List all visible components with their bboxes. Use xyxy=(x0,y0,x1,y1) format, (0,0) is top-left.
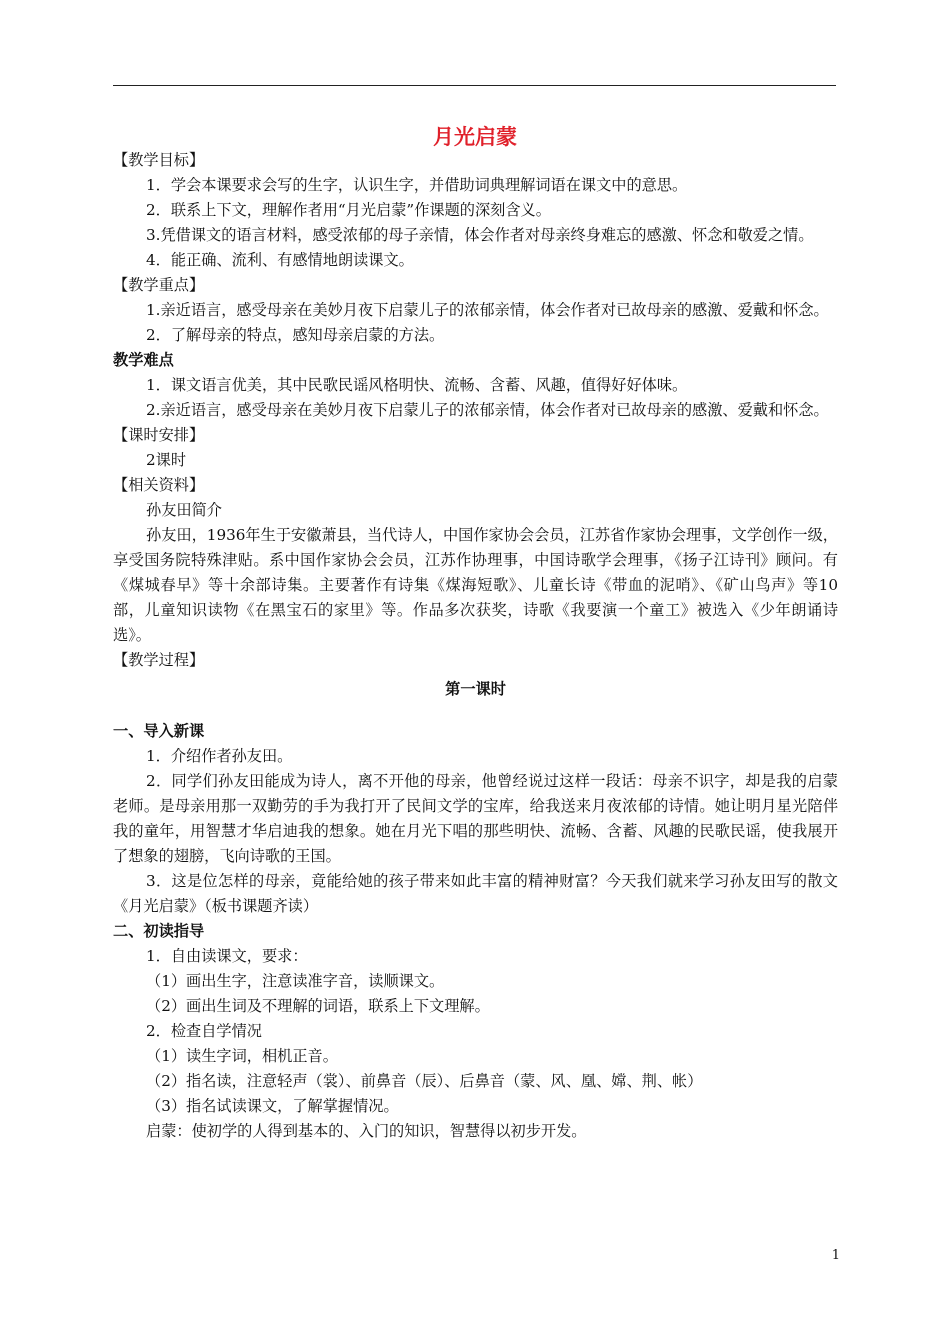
paragraph: （2）画出生词及不理解的词语，联系上下文理解。 xyxy=(146,997,490,1015)
paragraph: 2课时 xyxy=(146,451,187,469)
paragraph: 孙友田，1936年生于安徽萧县，当代诗人，中国作家协会会员，江苏省作家协会理事，文学创作一级，享受国务院特殊津贴。系中国作家协会会员，江苏作协理事，中国诗歌学会理事，《扬子江诗刊》顾问。有《煤城春早》等十余部诗集。主要著作有诗集《煤海短歌》、儿童长诗《带血的泥哨》、《矿山鸟声》等10部，儿童知识读物《在黑宝石的家里》等。作品多次获奖，诗歌《我要演一个童工》被选入《少年朗诵诗选》。 xyxy=(113,526,838,644)
paragraph: 3．这是位怎样的母亲，竟能给她的孩子带来如此丰富的精神财富？今天我们就来学习孙友田写的散文《月光启蒙》（板书课题齐读） xyxy=(113,872,838,915)
paragraph: 1．介绍作者孙友田。 xyxy=(146,747,293,765)
section-heading: 【教学目标】 xyxy=(113,151,205,169)
paragraph: （1）画出生字，注意读准字音，读顺课文。 xyxy=(146,972,445,990)
paragraph: 2．同学们孙友田能成为诗人，离不开他的母亲，他曾经说过这样一段话：母亲不识字，却是我的启蒙老师。是母亲用那一双勤劳的手为我打开了民间文学的宝库，给我送来月夜浓郁的诗情。她让明月星光陪伴我的童年，用智慧才华启迪我的想象。她在月光下唱的那些明快、流畅、含蓄、风趣的民歌民谣，使我展开了想象的翅膀，飞向诗歌的王国。 xyxy=(113,772,838,865)
paragraph: 3.凭借课文的语言材料，感受浓郁的母子亲情，体会作者对母亲终身难忘的感激、怀念和敬爱之情。 xyxy=(146,226,814,244)
header-rule xyxy=(113,85,836,86)
document-title: 月光启蒙 xyxy=(433,125,517,149)
section-heading: 【课时安排】 xyxy=(113,426,205,444)
section-heading: 【教学过程】 xyxy=(113,651,205,669)
part-heading: 二、初读指导 xyxy=(113,922,205,940)
paragraph: （3）指名试读课文，了解掌握情况。 xyxy=(146,1097,399,1115)
paragraph: （1）读生字词，相机正音。 xyxy=(146,1047,338,1065)
paragraph: 2．检查自学情况 xyxy=(146,1022,262,1040)
lesson-title: 第一课时 xyxy=(445,680,506,698)
paragraph: 4．能正确、流利、有感情地朗读课文。 xyxy=(146,251,414,269)
paragraph: 启蒙：使初学的人得到基本的、入门的知识，智慧得以初步开发。 xyxy=(146,1122,587,1140)
page-number: 1 xyxy=(831,1248,840,1263)
paragraph: 2．联系上下文，理解作者用“月光启蒙”作课题的深刻含义。 xyxy=(146,201,551,219)
document-body xyxy=(113,148,838,1144)
paragraph: （2）指名读，注意轻声（裳）、前鼻音（辰）、后鼻音（蒙、风、凰、嫦、荆、帐） xyxy=(146,1072,703,1090)
paragraph: 1．学会本课要求会写的生字，认识生字，并借助词典理解词语在课文中的意思。 xyxy=(146,176,688,194)
section-heading: 教学难点 xyxy=(113,351,174,369)
section-heading: 【教学重点】 xyxy=(113,276,205,294)
paragraph: 1.亲近语言，感受母亲在美妙月夜下启蒙儿子的浓郁亲情，体会作者对已故母亲的感激、爱戴和怀念。 xyxy=(146,301,829,319)
paragraph: 1．自由读课文，要求： xyxy=(146,947,308,965)
paragraph: 1．课文语言优美，其中民歌民谣风格明快、流畅、含蓄、风趣，值得好好体味。 xyxy=(146,376,688,394)
section-heading: 【相关资料】 xyxy=(113,476,205,494)
paragraph: 2.亲近语言，感受母亲在美妙月夜下启蒙儿子的浓郁亲情，体会作者对已故母亲的感激、爱戴和怀念。 xyxy=(146,401,829,419)
paragraph: 2．了解母亲的特点，感知母亲启蒙的方法。 xyxy=(146,326,445,344)
paragraph: 孙友田简介 xyxy=(146,501,222,519)
part-heading: 一、导入新课 xyxy=(113,722,205,740)
